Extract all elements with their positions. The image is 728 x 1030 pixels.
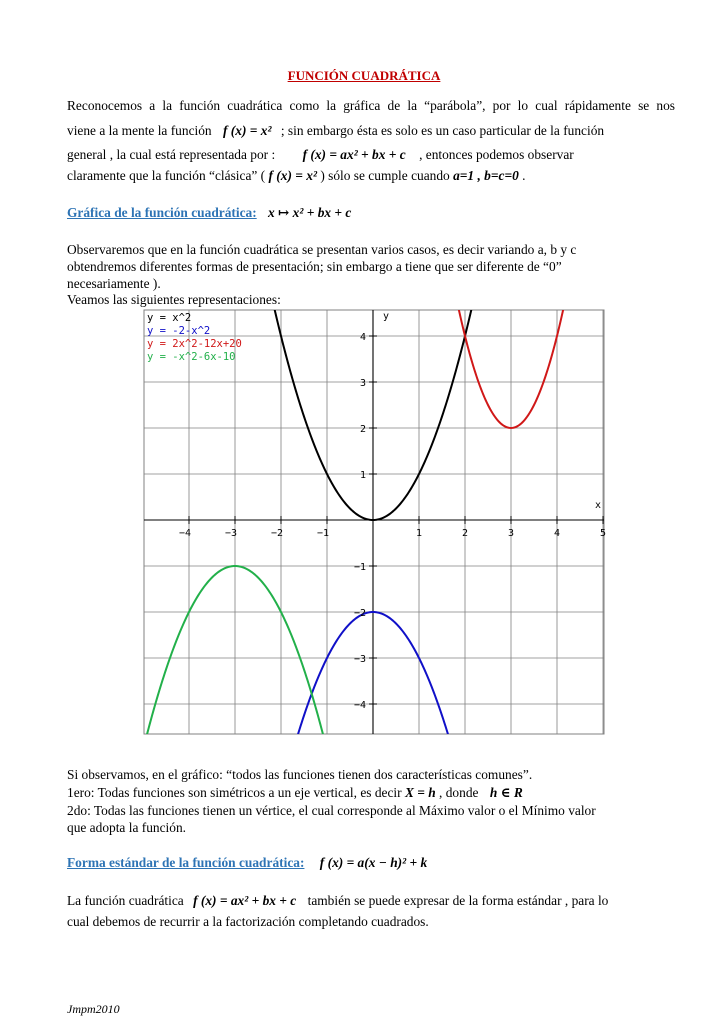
formula-classic: f (x) = x² — [268, 168, 317, 183]
chart-grid — [144, 310, 607, 734]
intro-text: . — [522, 168, 526, 183]
obs-line-1: Si observamos, en el gráfico: “todos las funciones tienen dos características comunes”. — [67, 767, 533, 782]
y-tick-label: −2 — [353, 608, 366, 619]
x-tick-label: −1 — [316, 528, 330, 539]
condition: a=1 , b=c=0 — [453, 168, 519, 183]
obs-line-3: 2do: Todas las funciones tienen un vértice, el cual corresponde al Máximo valor o el Mínimo valor — [67, 803, 596, 818]
x-axis-label: x — [594, 500, 602, 511]
chart-legend — [147, 312, 242, 363]
x-tick-label: −4 — [178, 528, 192, 539]
y-tick-label: 3 — [359, 378, 366, 389]
legend-entry-2: y = -2-x^2 — [147, 325, 211, 337]
intro-text: general , la cual está representada por : — [67, 147, 276, 162]
page-title: FUNCIÓN CUADRÁTICA — [287, 68, 441, 83]
intro-line-1: Reconocemos a la función cuadrática como la gráfica de la “parábola”, por lo cual rápidamente se nos — [67, 98, 675, 113]
standard-text: La función cuadrática — [67, 893, 184, 908]
y-tick-label: 4 — [359, 332, 366, 343]
x-tick-label: 2 — [461, 528, 469, 539]
symmetry-axis: X = h — [404, 785, 436, 800]
obs-line-4: que adopta la función. — [67, 820, 186, 835]
x-tick-label: 4 — [553, 528, 561, 539]
formula-f-x2: f (x) = x² — [223, 123, 272, 138]
x-tick-label: −2 — [270, 528, 284, 539]
cases-line-1: Observaremos que en la función cuadrática se presentan varios casos, es decir variando a, b y c — [67, 242, 577, 257]
graph-heading-formula: x ↦ x² + bx + c — [268, 205, 352, 220]
intro-text: ; sin embargo ésta es solo es un caso particular de la función — [280, 123, 605, 138]
chart-axes — [144, 310, 607, 734]
obs-text: , donde — [439, 785, 479, 800]
plot-frame — [144, 310, 607, 734]
x-tick-label: 1 — [415, 528, 423, 539]
y-tick-label: −1 — [353, 562, 366, 573]
h-real: h ∈ R — [489, 785, 523, 800]
x-tick-label: 5 — [599, 528, 607, 539]
y-axis-label: y — [383, 311, 390, 322]
obs-line-2 — [67, 785, 523, 801]
x-tick-label: 3 — [507, 528, 515, 539]
cases-line-4: Veamos las siguientes representaciones: — [67, 292, 281, 307]
legend-entry-3: y = 2x^2-12x+20 — [147, 338, 242, 350]
y-tick-label: −4 — [353, 700, 366, 711]
standard-heading — [67, 855, 427, 871]
graph-heading-label: Gráfica de la función cuadrática: — [67, 205, 257, 220]
standard-text: también se puede expresar de la forma estándar , para lo — [307, 893, 609, 908]
legend-entry-4: y = -x^2-6x-10 — [147, 351, 236, 363]
intro-text: ) sólo se cumple cuando — [320, 168, 450, 183]
standard-line-1 — [67, 893, 608, 909]
footer-author: Jmpm2010 — [67, 1002, 120, 1016]
y-tick-label: 2 — [359, 424, 366, 435]
formula-general-2: f (x) = ax² + bx + c — [193, 893, 297, 908]
y-tick-label: 1 — [359, 470, 366, 481]
intro-text: viene a la mente la función — [67, 123, 212, 138]
intro-text: claramente que la función “clásica” ( — [67, 168, 266, 183]
legend-entry-1: y = x^2 — [147, 312, 192, 324]
standard-line-2: cual debemos de recurrir a la factorización completando cuadrados. — [67, 914, 429, 929]
obs-text: 1ero: Todas funciones son simétricos a un eje vertical, es decir — [67, 785, 402, 800]
standard-heading-label: Forma estándar de la función cuadrática: — [67, 855, 305, 870]
standard-heading-formula: f (x) = a(x − h)² + k — [319, 855, 428, 870]
x-tick-label: −3 — [224, 528, 238, 539]
formula-general: f (x) = ax² + bx + c — [302, 147, 406, 162]
intro-text: , entonces podemos observar — [419, 147, 574, 162]
cases-line-3: necesariamente ). — [67, 276, 161, 291]
cases-line-2: obtendremos diferentes formas de presentación; sin embargo a tiene que ser diferente de “0” — [67, 259, 562, 274]
y-tick-label: −3 — [353, 654, 366, 665]
